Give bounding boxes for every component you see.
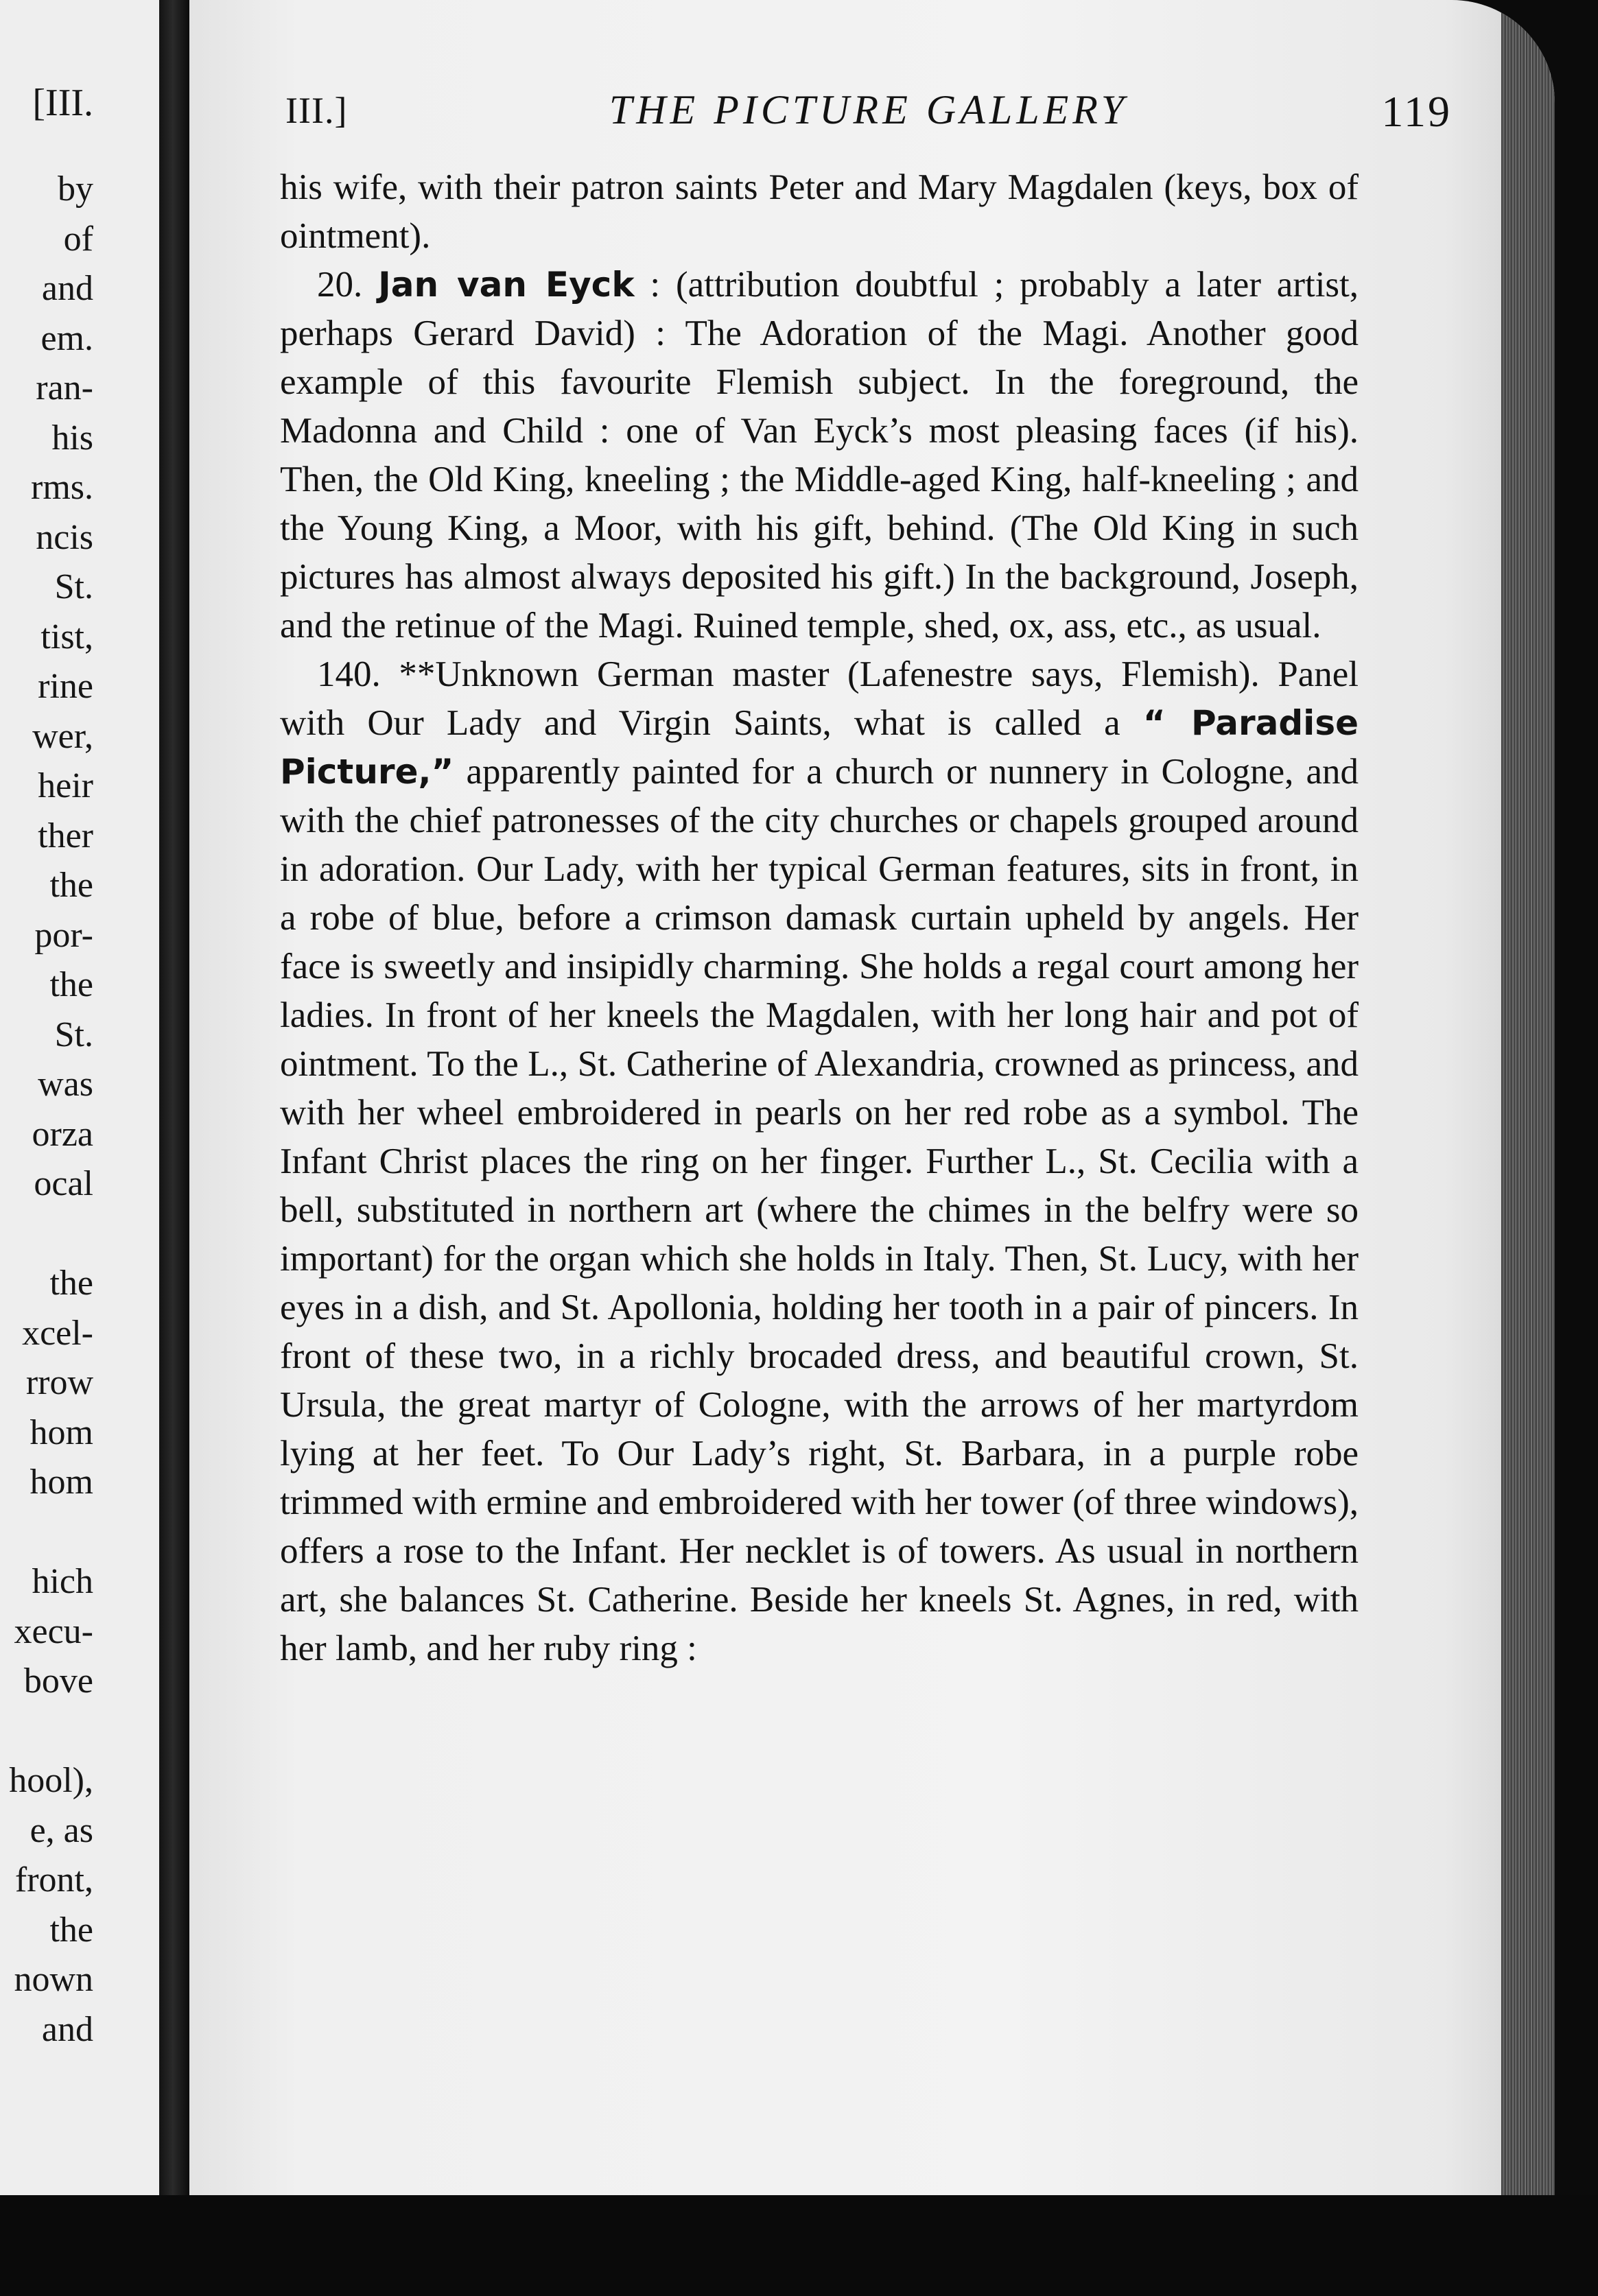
facing-line-fragment: and <box>41 2009 93 2049</box>
entry-text: apparently painted for a church or nunnery in Cologne, and with the chief patronesses of the city churches or chapels grouped around in adoration. Our Lady, with her typical German features, sits in front, in a robe of blue, before a crimson damask curtain upheld by angels. Her face is sweetly and insipidly charming. She holds a regal court among her ladies. In front of her kneels the Magdalen, with her long hair and pot of ointment. To the L., St. Catherine of Alexandria, crowned as princess, and with her wheel embroidered in pearls on her red robe as a symbol. The Infant Christ places the ring on her finger. Further L., St. Cecilia with a bell, substituted in northern art (where the chimes in the belfry were so important) for the organ which she holds in Italy. Then, St. Lucy, with her eyes in a dish, and St. Apollonia, holding her tooth in a pair of pincers. In front of these two, in a richly brocaded dress, and beautiful crown, St. Ursula, the great martyr of Cologne, with the arrows of her martyrdom lying at her feet. To Our Lady’s right, St. Barbara, in a purple robe trimmed with ermine and embroidered with her tower (of three windows), offers a rose to the Infant. Her necklet is of towers. As usual in northern art, she balances St. Catherine. Beside her kneels St. Agnes, in red, with her lamb, and her ruby ring : <box>280 752 1359 1668</box>
artist-name: Jan van Eyck <box>378 265 635 305</box>
facing-line-fragment: by <box>58 169 93 209</box>
page-number: 119 <box>1381 87 1452 136</box>
facing-line-fragment: hich <box>32 1562 93 1601</box>
artwork-title: “ Paradise Picture,” <box>280 703 1359 792</box>
book-gutter <box>159 0 189 2195</box>
running-header <box>285 77 1452 139</box>
facing-line-fragment: bove <box>23 1661 93 1701</box>
facing-page-line-fragments <box>9 165 93 2055</box>
facing-line-fragment <box>9 1508 93 1558</box>
facing-line-fragment: ther <box>38 816 93 855</box>
facing-line-fragment: em. <box>40 318 93 358</box>
paragraph-entry-20 <box>280 261 1359 650</box>
facing-line-fragment: his <box>51 418 93 458</box>
facing-line-fragment: was <box>38 1065 93 1104</box>
facing-line-fragment: orza <box>32 1114 93 1154</box>
facing-line-fragment: xcel- <box>22 1313 93 1353</box>
running-title: THE PICTURE GALLERY <box>609 87 1129 132</box>
facing-line-fragment: nown <box>14 1960 93 1999</box>
facing-line-fragment: St. <box>54 1015 93 1054</box>
facing-line-fragment: e, as <box>30 1810 93 1850</box>
entry-text: **Unknown German master (Lafenestre says, Flemish). Panel with Our Lady and Virgin Saints, what is called a <box>280 654 1359 743</box>
page-body <box>280 163 1359 1673</box>
facing-line-fragment: wer, <box>32 716 93 756</box>
facing-line-fragment: ncis <box>36 517 93 557</box>
entry-number: 140. <box>317 654 381 694</box>
facing-line-fragment: por- <box>34 915 93 955</box>
facing-line-fragment: of <box>63 219 93 259</box>
page-edges <box>1501 0 1555 2195</box>
facing-line-fragment: rms. <box>31 468 93 507</box>
background-shadow <box>0 2195 1598 2296</box>
book-page <box>189 0 1555 2223</box>
facing-line-fragment: the <box>49 866 93 905</box>
facing-line-fragment: St. <box>54 567 93 606</box>
entry-number: 20. <box>317 265 363 305</box>
facing-line-fragment: rrow <box>25 1363 93 1402</box>
facing-page-header: [III. <box>32 82 93 124</box>
facing-line-fragment: the <box>49 1910 93 1950</box>
facing-line-fragment: hom <box>30 1412 93 1452</box>
facing-line-fragment: the <box>49 965 93 1004</box>
facing-page <box>0 0 159 2195</box>
facing-line-fragment: heir <box>38 766 93 805</box>
facing-line-fragment: rine <box>38 667 93 706</box>
facing-line-fragment: and <box>41 269 93 308</box>
entry-text: : (attribution doubtful ; probably a later artist, perhaps Gerard David) : The Adoration of the Magi. Another good example of this favourite Flemish subject. In the foreground, the Madonna and Child : one of Van Eyck’s most pleasing faces (if his). Then, the Old King, kneeling ; the Middle-aged King, half-kneeling ; and the Young King, a Moor, with his gift, behind. (The Old King in such pictures has almost always deposited his gift.) In the background, Joseph, and the retinue of the Magi. Ruined temple, shed, ox, ass, etc., as usual. <box>280 265 1359 646</box>
facing-line-fragment: ocal <box>34 1164 93 1203</box>
paragraph-entry-140 <box>280 650 1359 1673</box>
chapter-number: III.] <box>285 90 348 131</box>
facing-line-fragment: ran- <box>36 368 93 407</box>
facing-line-fragment: hool), <box>9 1761 93 1800</box>
facing-line-fragment: the <box>49 1264 93 1303</box>
facing-line-fragment: front, <box>14 1860 93 1899</box>
facing-line-fragment: xecu- <box>14 1611 93 1651</box>
facing-line-fragment <box>9 1707 93 1757</box>
paragraph-continuation: his wife, with their patron saints Peter and Mary Magdalen (keys, box of ointment). <box>280 167 1359 256</box>
facing-line-fragment: hom <box>30 1463 93 1502</box>
facing-line-fragment <box>9 1209 93 1259</box>
facing-line-fragment: tist, <box>40 617 93 656</box>
